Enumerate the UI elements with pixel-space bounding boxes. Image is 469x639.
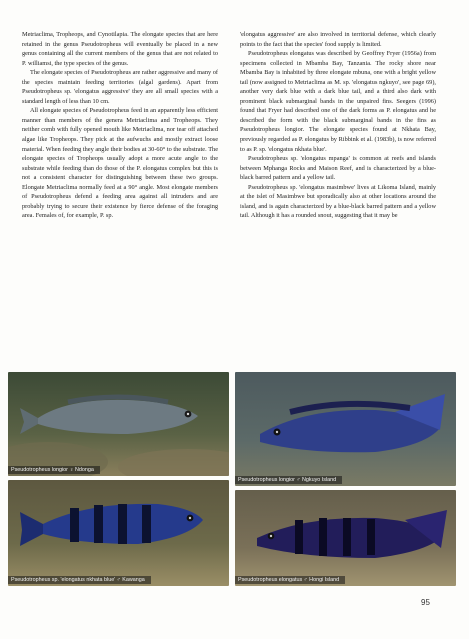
left-paragraph-3: All elongate species of Pseudotropheus feed in an apparently less efficient manner than members of the genera Metriaclima and Tropheops. They neither comb with fully opened mouth like Metriaclima, nor tear off attached algae like Tropheops. They pick at the aufwuchs and mostly extract loose material. When feeding they angle their bodies at 30-60° to the substrate. The elongate species of Tropheops usually adopt a more acute angle to the substrate while feeding than do those of the P. elongatus complex but this is not a consistent character for distinguishing between these two groups. Elongate Metriaclima normally feed at a 90° angle. Most elongate members of Pseudotropheus defend a feeding area against all intruders and are probably trying to secure their existence by fierce defense of the foraging area. Females of, for example, P. sp. [22,107,218,220]
fish-photo-image [8,480,229,586]
photo-caption: Pseudotropheus longior ♀ Ndonga [8,466,100,474]
right-paragraph-1: 'elongatus aggressive' are also involved in territorial defense, which clearly points to the fact that the species' food supply is limited. [240,31,436,48]
photo-nkhata-blue [8,480,229,586]
right-text-column [240,30,436,221]
fish-photo-image [235,490,456,586]
photo-elongatus-male [235,490,456,586]
left-text-column [22,30,218,221]
photo-longior-female [8,372,229,476]
right-paragraph-4: Pseudotropheus sp. 'elongatus masimbwe' lives at Likoma Island, mainly at the islet of Masimbwe but sporadically also at other locations around the island, and is again characterized by a blue-black barred pattern and a yellow tail. Although it has a rounded snout, suggesting that it may be [240,183,436,220]
photo-caption: Pseudotropheus longior ♂ Ngkuyo Island [235,476,342,484]
fish-photo-image [235,372,456,486]
photo-caption: Pseudotropheus elongatus ♂ Hongi Island [235,576,345,584]
photo-caption: Pseudotropheus sp. 'elongatus nkhata blue' ♂ Kawanga [8,576,151,584]
left-paragraph-2: The elongate species of Pseudotropheus are rather aggressive and many of the species maintain feeding territories (algal gardens). Apart from Pseudotropheus sp. 'elongatus aggressive' they are all small species with a standard length of less than 10 cm. [22,69,218,105]
right-paragraph-2: Pseudotropheus elongatus was described by Geoffrey Fryer (1956a) from specimens collected in Mbamba Bay, Tanzania. The rocky shore near Mbamba Bay is inhabited by three elongate mbuna, one with a bright yellow tail (now assigned to Metriaclima as M. sp. 'elongatus ngkuyo', see page 69), another very dark blue with a dark blue tail, and a third also dark with prominent black submarginal bands in the unpaired fins. Seegers (1996) found that Fryer had described one of the dark forms as P. elongatus and he described the form with the black submarginal bands in the fins as Pseudotropheus longior. The elongate species found at Nkhata Bay, previously regarded as P. elongatus by Ribbink et al. (1983b), is now referred to as P. sp. 'elongatus nkhata blue'. [240,50,436,153]
fish-photo-image [8,372,229,476]
right-paragraph-3: Pseudotropheus sp. 'elongatus mpanga' is common at reefs and islands between Mphanga Rocks and Maison Reef, and is characterized by a blue-black barred pattern and a yellow tail. [240,155,436,182]
left-paragraph-1: Metriaclima, Tropheops, and Cynotilapia. The elongate species that are here retained in the genus Pseudotropheus will eventually be placed in a new genus containing all the current members of the genus that are not related to P. williamsi, the type species of the genus. [22,31,218,67]
page-number: 95 [421,598,430,607]
photo-longior-male [235,372,456,486]
